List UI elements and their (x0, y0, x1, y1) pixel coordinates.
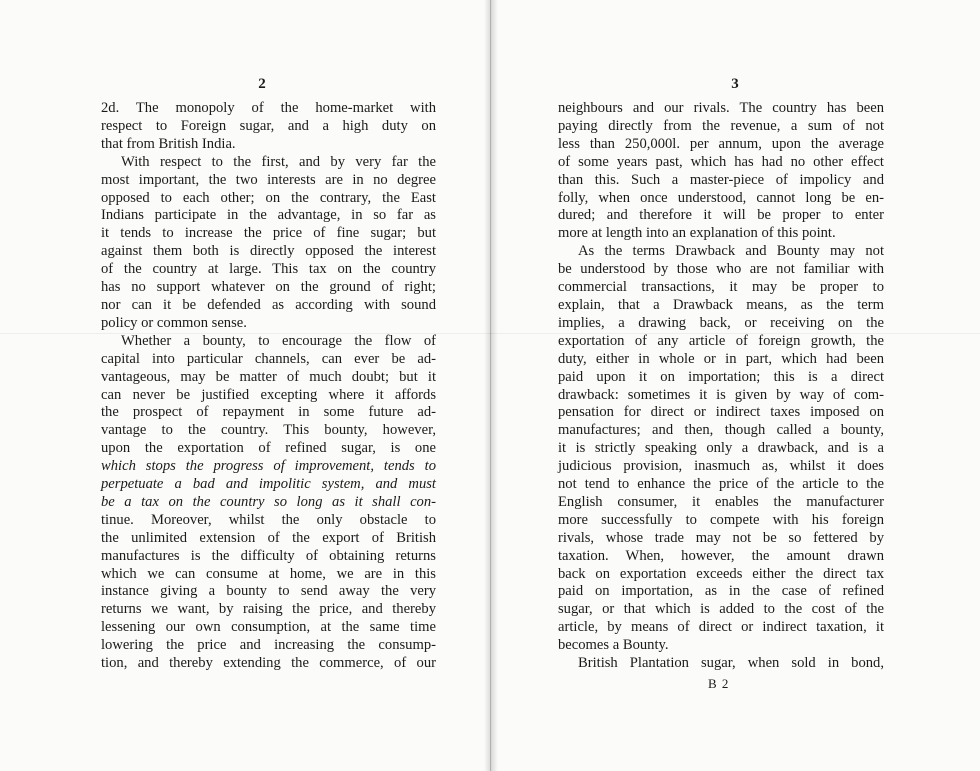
right-page (491, 0, 980, 771)
text-line: nor can it be defended as according with sound (101, 296, 436, 313)
text-line: respect to Foreign sugar, and a high duty on (101, 117, 436, 134)
text-line-italic: which stops the progress of improvement, tends to (101, 458, 436, 475)
text-line: dured; and therefore it will be proper to enter (558, 207, 884, 224)
text-line: than this. Such a master-piece of impolicy and (558, 171, 884, 188)
right-page-text (558, 100, 884, 673)
text-line: capital into particular channels, can ever be ad- (101, 350, 436, 367)
text-line: As the terms Drawback and Bounty may not (578, 243, 884, 260)
text-line: the prospect of repayment in some future ad- (101, 404, 436, 421)
text-line: Whether a bounty, to encourage the flow of (121, 332, 436, 349)
text-line: becomes a Bounty. (558, 637, 669, 654)
text-line: paying directly from the revenue, a sum of not (558, 117, 884, 134)
fold-crease (0, 333, 980, 334)
text-line-italic: perpetuate a bad and impolitic system, and must (101, 476, 436, 493)
text-line: vantageous, may be matter of much doubt; but it (101, 368, 436, 385)
text-line: can never be justified excepting where it affords (101, 386, 436, 403)
text-line: lowering the price and increasing the consump- (101, 637, 436, 654)
text-line: not tend to enhance the price of the article to the (558, 476, 884, 493)
text-line: that from British India. (101, 135, 236, 152)
text-line: it is strictly speaking only a drawback, and is a (558, 440, 884, 457)
text-line: it tends to increase the price of fine sugar; but (101, 225, 436, 242)
text-line: lessening our own consumption, at the same time (101, 619, 436, 636)
text-line: paid on importation, as in the case of refined (558, 583, 884, 600)
text-line: against them both is directly opposed the interest (101, 243, 436, 260)
text-line: vantage to the country. This bounty, however, (101, 422, 436, 439)
text-line: exportation of any article of foreign growth, the (558, 332, 884, 349)
text-line: returns we want, by raising the price, and thereby (101, 601, 436, 618)
text-line: British Plantation sugar, when sold in bond, (578, 655, 884, 672)
text-line: With respect to the first, and by very far the (121, 153, 436, 170)
text-line: judicious provision, inasmuch as, whilst it does (558, 458, 884, 475)
text-line: the unlimited extension of the export of British (101, 529, 436, 546)
text-line: opposed to each other; on the contrary, the East (101, 189, 436, 206)
text-line: 2d. The monopoly of the home-market with (101, 100, 436, 116)
text-line: be understood by those who are not familiar with (558, 261, 884, 278)
text-line: upon the exportation of refined sugar, is one (101, 440, 436, 457)
text-line: policy or common sense. (101, 314, 247, 331)
text-line: back on exportation exceeds either the direct tax (558, 565, 884, 582)
text-line: more at length into an explanation of this point. (558, 225, 836, 242)
text-line: English consumer, it enables the manufacturer (558, 493, 884, 510)
text-line: manufactures is the difficulty of obtaining returns (101, 547, 436, 564)
text-line: tinue. Moreover, whilst the only obstacle to (101, 511, 436, 528)
signature-mark: B 2 (708, 676, 730, 691)
text-line: implies, a drawing back, or receiving on the (558, 314, 884, 331)
text-line: Indians participate in the advantage, in so far as (101, 207, 436, 224)
text-line: drawback: sometimes it is given by way of com- (558, 386, 884, 403)
text-line: of the country at large. This tax on the country (101, 261, 436, 278)
text-line: neighbours and our rivals. The country has been (558, 100, 884, 116)
text-line-italic: be a tax on the country so long as it shall con- (101, 493, 436, 510)
text-line: most important, the two interests are in no degree (101, 171, 436, 188)
text-line: of some years past, which has had no other effect (558, 153, 884, 170)
text-line: less than 250,000l. per annum, upon the average (558, 135, 884, 152)
book-gutter (484, 0, 498, 771)
text-line: article, by means of direct or indirect taxation, it (558, 619, 884, 636)
text-line: commercial transactions, it may be proper to (558, 279, 884, 296)
text-line: sugar, or that which is added to the cost of the (558, 601, 884, 618)
text-line: folly, when once understood, cannot long be en- (558, 189, 884, 206)
text-line: paid upon it on importation; this is a direct (558, 368, 884, 385)
page-number-right: 3 (731, 76, 739, 92)
text-line: has no support whatever on the ground of right; (101, 279, 436, 296)
text-line: rivals, whose trade may not be so fettered by (558, 529, 884, 546)
left-page-text (101, 100, 436, 673)
text-line: pensation for direct or indirect taxes imposed on (558, 404, 884, 421)
text-line: taxation. When, however, the amount drawn (558, 547, 884, 564)
text-line: tion, and thereby extending the commerce, of our (101, 655, 436, 672)
page-number-left: 2 (258, 76, 266, 92)
text-line: explain, that a Drawback means, as the term (558, 296, 884, 313)
text-line: manufactures; and then, though called a bounty, (558, 422, 884, 439)
text-line: instance giving a bounty to send away the very (101, 583, 436, 600)
text-line: duty, either in whole or in part, which had been (558, 350, 884, 367)
text-line: more successfully to compete with his foreign (558, 511, 884, 528)
text-line: which we can consume at home, we are in this (101, 565, 436, 582)
